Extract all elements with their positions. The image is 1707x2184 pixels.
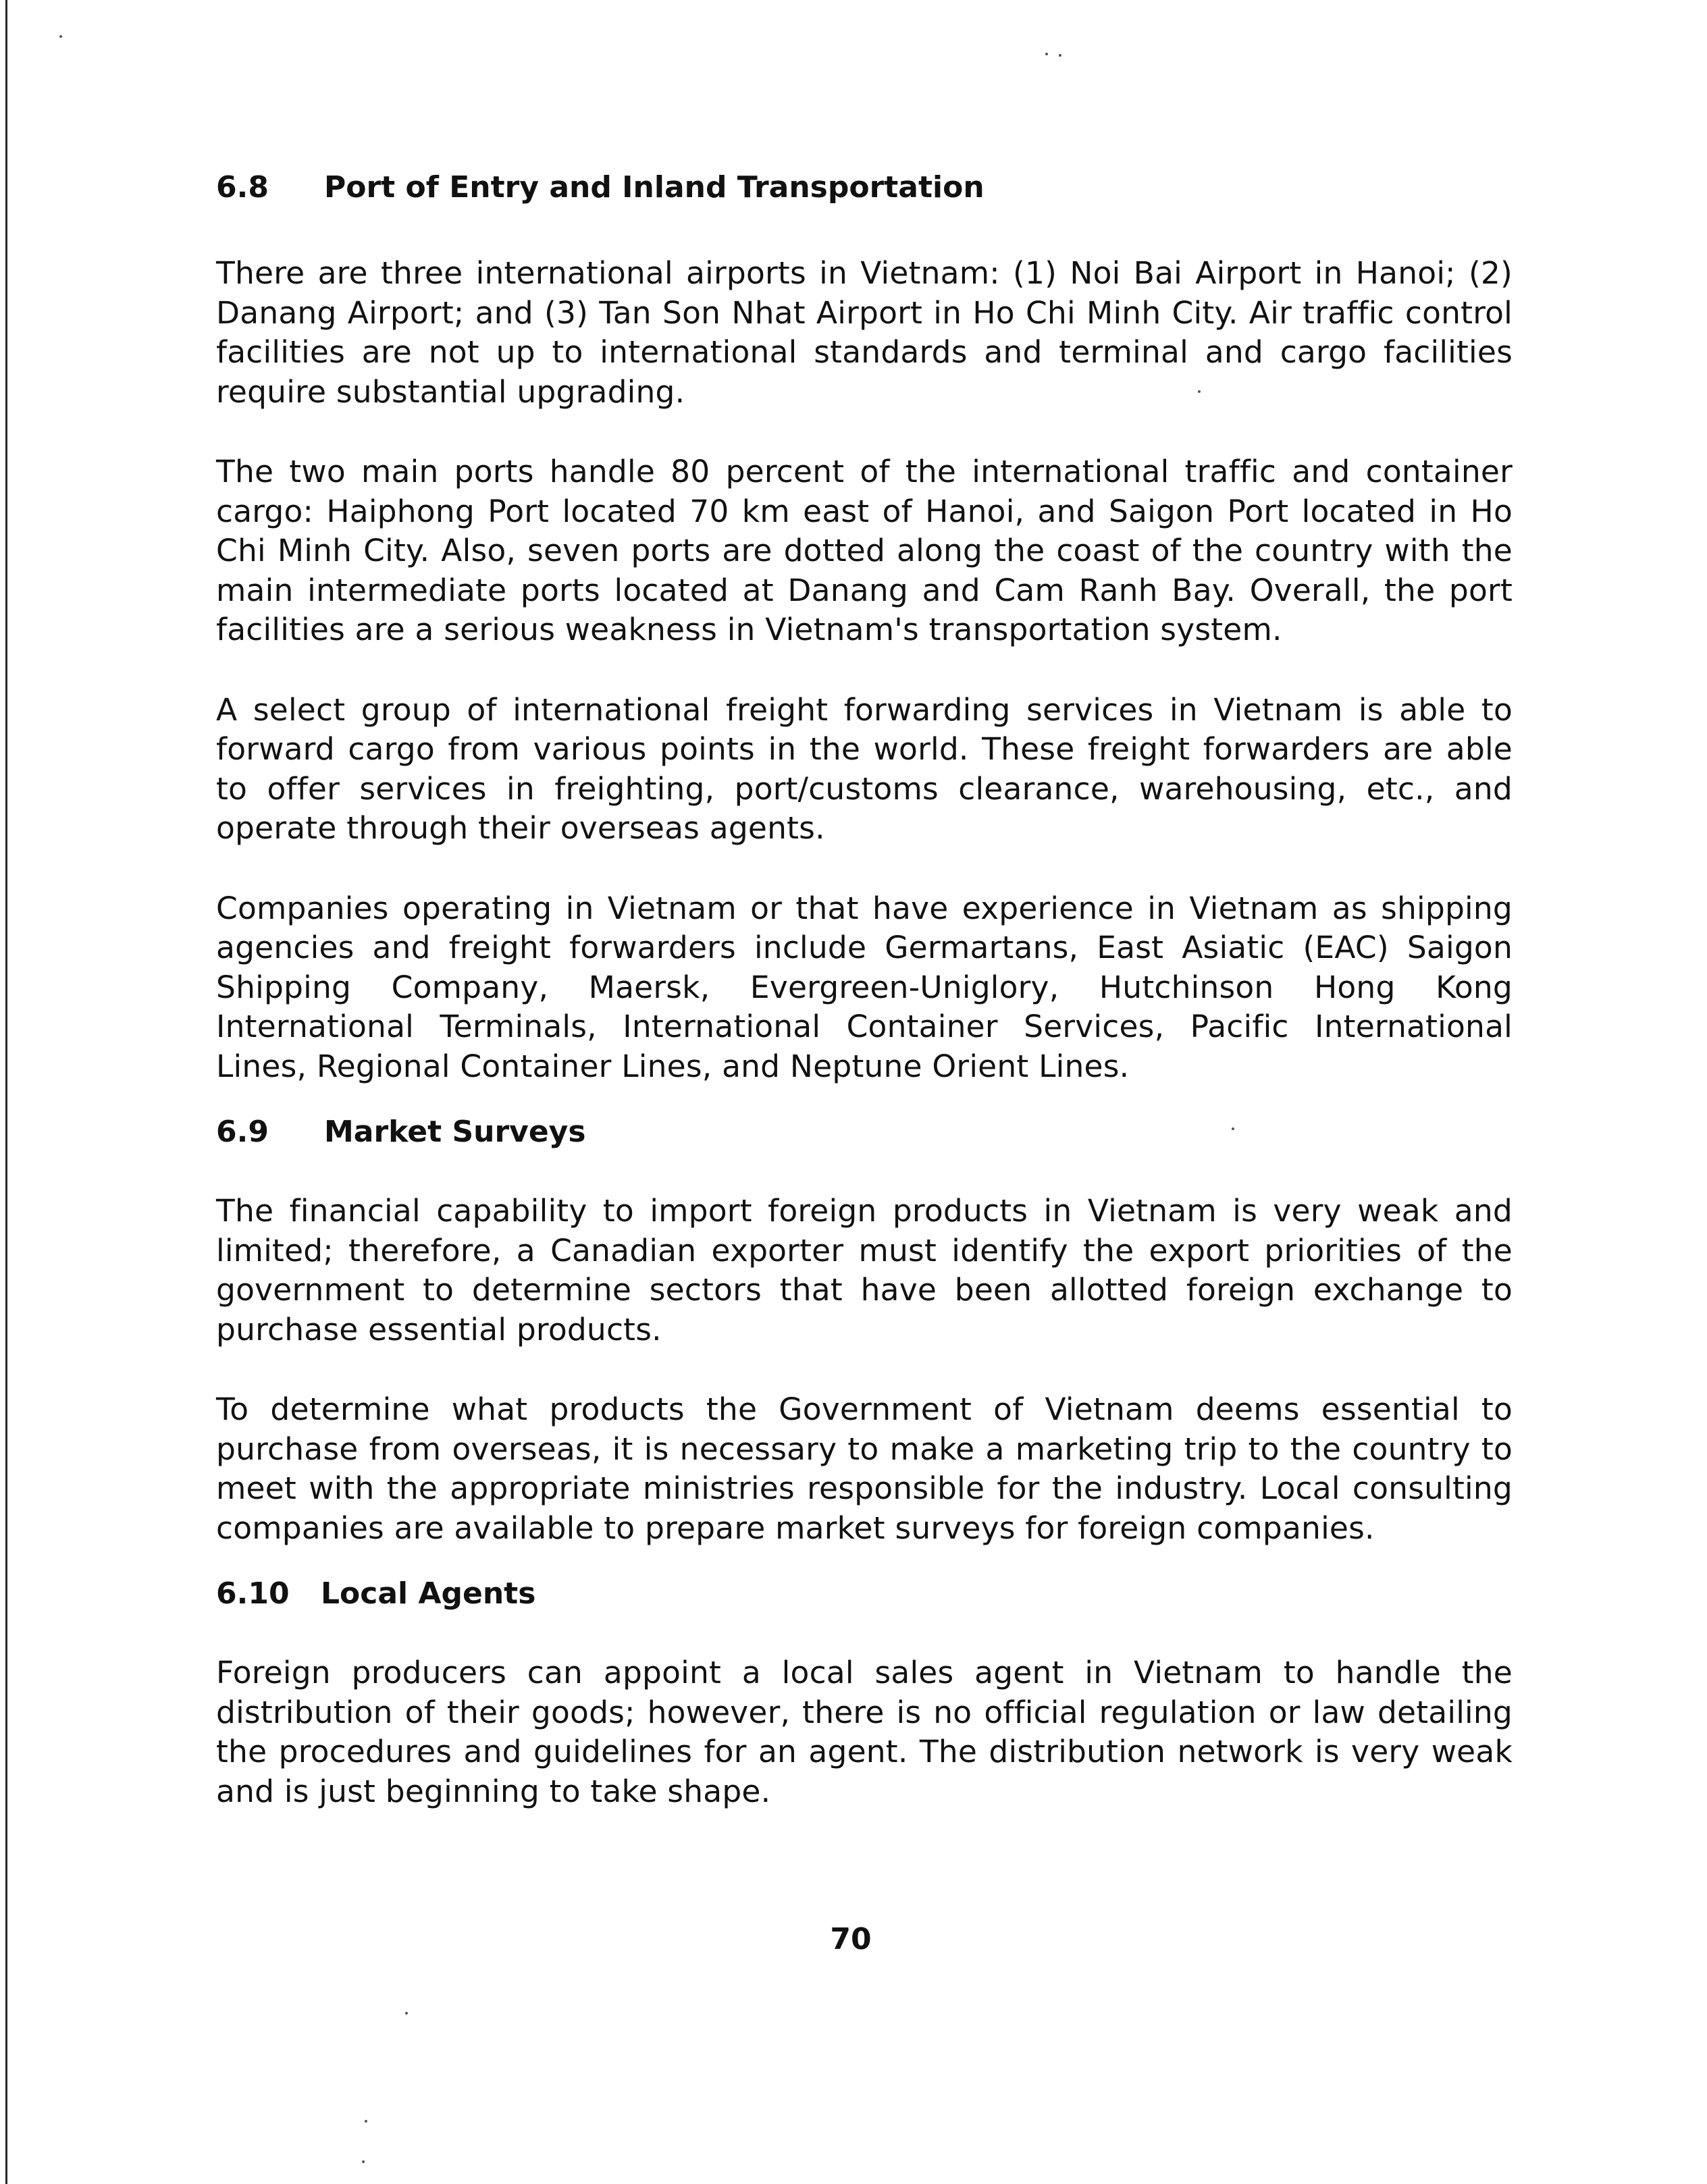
section-number: 6.10 — [216, 1576, 290, 1611]
paragraph-airports: There are three international airports in Vietnam: (1) Noi Bai Airport in Hanoi; (2) Danang Airport; and (3) Tan Son Nhat Airport in Ho Chi Minh City. Air traffic control facilities are not up to international standards and terminal and cargo facilities require substantial upgrading. — [216, 255, 1513, 410]
scan-speck — [362, 2160, 365, 2163]
paragraph-local-agents: Foreign producers can appoint a local sales agent in Vietnam to handle the distribution of their goods; however, there is no official regulation or law detailing the procedures and guidelines for an agent. The distribution network is very weak and is just beginning to take shape. — [216, 1655, 1513, 1809]
page-content — [216, 169, 1513, 1811]
section-number: 6.9 — [216, 1115, 269, 1149]
section-heading-6-10 — [216, 1575, 1513, 1613]
section-title: Local Agents — [321, 1576, 536, 1611]
paragraph-marketing-trip: To determine what products the Government of Vietnam deems essential to purchase from overseas, it is necessary to make a marketing trip to the country to meet with the appropriate ministries responsible for the industry. Local consulting companies are available to prepare market surveys for foreign companies. — [216, 1391, 1513, 1546]
section-heading-6-8 — [216, 169, 1513, 207]
paragraph-shipping-companies: Companies operating in Vietnam or that have experience in Vietnam as shipping agencies and freight forwarders include Germartans, East Asiatic (EAC) Saigon Shipping Company, Maersk, Evergreen-Uniglory, Hutchinson Hong Kong International Terminals, International Container Services, Pacific International Lines, Regional Container Lines, and Neptune Orient Lines. — [216, 890, 1513, 1084]
scan-speck — [1045, 53, 1048, 55]
paragraph-freight-forwarding: A select group of international freight forwarding services in Vietnam is able to forward cargo from various points in the world. These freight forwarders are able to offer services in freighting, port/customs clearance, warehousing, etc., and operate through their overseas agents. — [216, 691, 1513, 846]
scan-speck — [365, 2120, 367, 2123]
scan-speck — [1059, 54, 1061, 57]
scan-speck — [1232, 1127, 1234, 1130]
section-heading-6-9 — [216, 1113, 1513, 1151]
scan-speck — [59, 35, 62, 38]
scan-edge-line — [5, 0, 7, 2184]
paragraph-ports: The two main ports handle 80 percent of the international traffic and container cargo: Haiphong Port located 70 km east of Hanoi, and Saigon Port located in Ho Chi Minh City. Also, seven ports are dotted along the coast of the country with the main intermediate ports located at Danang and Cam Ranh Bay. Overall, the port facilities are a serious weakness in Vietnam's transportation system. — [216, 454, 1513, 647]
section-title: Market Surveys — [324, 1115, 586, 1149]
section-number: 6.8 — [216, 170, 269, 205]
scan-speck — [405, 2012, 408, 2015]
scan-speck — [1198, 390, 1201, 393]
section-title: Port of Entry and Inland Transportation — [324, 170, 984, 205]
paragraph-financial-capability: The financial capability to import foreign products in Vietnam is very weak and limited; therefore, a Canadian exporter must identify the export priorities of the government to determine sectors that have been allotted foreign exchange to purchase essential products. — [216, 1193, 1513, 1348]
page-number: 70 — [830, 1922, 872, 1956]
